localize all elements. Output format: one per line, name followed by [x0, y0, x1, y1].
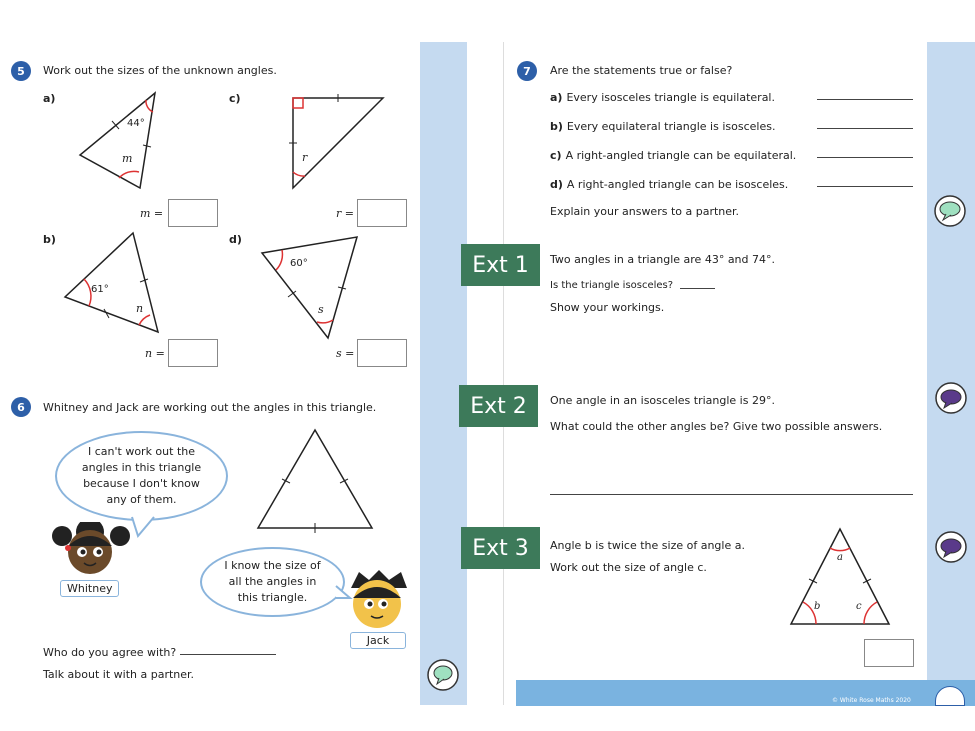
ext1-line3: Show your workings. [550, 301, 665, 314]
q7a-label: a) [550, 91, 563, 104]
ext3-line1: Angle b is twice the size of angle a. [550, 539, 745, 552]
ext2-badge: Ext 2 [459, 385, 538, 427]
discuss-speech-icon [427, 659, 459, 691]
q7c-label: c) [550, 149, 562, 162]
ext1-answer-line[interactable] [680, 288, 715, 289]
whitney-speech-bubble: I can't work out the angles in this triangle because I don't know any of them. [55, 431, 228, 521]
q5c-answer-label: r = [336, 207, 354, 220]
q7-statement-d [550, 178, 788, 191]
whitney-name-tag: Whitney [60, 580, 119, 597]
ext3-angle-b-label: b [814, 601, 821, 612]
q7-statement-b [550, 120, 775, 133]
q6-question: Who do you agree with? [43, 646, 177, 659]
ext3-line2: Work out the size of angle c. [550, 561, 707, 574]
ext2-line1: One angle in an isosceles triangle is 29°. [550, 394, 775, 407]
q5-triangles [0, 0, 420, 380]
center-divider [503, 42, 504, 705]
q5-part-d-label: d) [229, 233, 242, 246]
ext1-line2: Is the triangle isosceles? [550, 280, 674, 291]
ext3-isosceles-triangle [785, 523, 895, 633]
q5c-unknown-label: r [302, 151, 308, 164]
q7b-label: b) [550, 120, 563, 133]
q7-prompt: Are the statements true or false? [550, 64, 733, 77]
q5a-unknown-label: m [122, 152, 133, 165]
q5a-given-angle: 44° [127, 118, 145, 129]
q5-part-c-label: c) [229, 92, 241, 105]
q5b-answer-label: n = [145, 347, 165, 360]
whitney-avatar [42, 522, 134, 577]
q7d-label: d) [550, 178, 563, 191]
q5d-given-angle: 60° [290, 258, 308, 269]
q7c-answer-line[interactable] [817, 157, 913, 158]
right-blue-band [927, 42, 975, 705]
q5d-answer-label: s = [336, 347, 355, 360]
q5c-answer-box[interactable] [357, 199, 407, 227]
jack-speech-bubble: I know the size of all the angles in this triangle. [200, 547, 345, 617]
q6-equilateral-triangle [250, 425, 380, 535]
q7d-answer-line[interactable] [817, 186, 913, 187]
triangle-b [65, 233, 158, 332]
q7a-text: Every isosceles triangle is equilateral. [566, 91, 775, 104]
q5-prompt: Work out the sizes of the unknown angles. [43, 64, 277, 77]
ext3-answer-box[interactable] [864, 639, 914, 667]
q7a-answer-line[interactable] [817, 99, 913, 100]
q5b-answer-box[interactable] [168, 339, 218, 367]
center-blue-band [420, 42, 467, 705]
q5b-unknown-label: n [136, 302, 144, 315]
q5-part-a-label: a) [43, 92, 56, 105]
question-number-6: 6 [11, 397, 31, 417]
q5a-answer-label: m = [140, 207, 164, 220]
q6-followup: Talk about it with a partner. [43, 668, 195, 681]
ext3-badge: Ext 3 [461, 527, 540, 569]
talk-speech-icon [933, 194, 967, 228]
q5a-answer-box[interactable] [168, 199, 218, 227]
triangle-d [262, 237, 357, 338]
q5d-unknown-label: s [318, 303, 324, 316]
footer-copyright: © White Rose Maths 2020 [832, 697, 911, 704]
q5b-given-angle: 61° [91, 284, 109, 295]
q6-answer-line[interactable] [180, 654, 276, 655]
jack-name-tag: Jack [350, 632, 406, 649]
q7b-answer-line[interactable] [817, 128, 913, 129]
triangle-a [80, 93, 155, 188]
ext3-angle-c-label: c [856, 601, 862, 612]
reason-brain-icon-2 [934, 530, 968, 564]
ext2-answer-line[interactable] [550, 494, 913, 495]
q6-prompt: Whitney and Jack are working out the angles in this triangle. [43, 401, 377, 414]
reason-brain-icon [934, 381, 968, 415]
ext1-line1: Two angles in a triangle are 43° and 74°. [550, 253, 776, 266]
ext3-angle-a-label: a [837, 552, 843, 563]
question-number-7: 7 [517, 61, 537, 81]
ext1-badge: Ext 1 [461, 244, 540, 286]
q5-part-b-label: b) [43, 233, 56, 246]
q7b-text: Every equilateral triangle is isosceles. [566, 120, 776, 133]
q7d-text: A right-angled triangle can be isosceles. [566, 178, 789, 191]
question-number-5: 5 [11, 61, 31, 81]
triangle-c [289, 94, 383, 188]
q7-explain: Explain your answers to a partner. [550, 205, 740, 218]
q7-statement-a [550, 91, 775, 104]
jack-avatar [345, 568, 413, 630]
q7c-text: A right-angled triangle can be equilateral. [565, 149, 797, 162]
q7-statement-c [550, 149, 796, 162]
q5d-answer-box[interactable] [357, 339, 407, 367]
ext2-line2: What could the other angles be? Give two possible answers. [550, 420, 883, 433]
